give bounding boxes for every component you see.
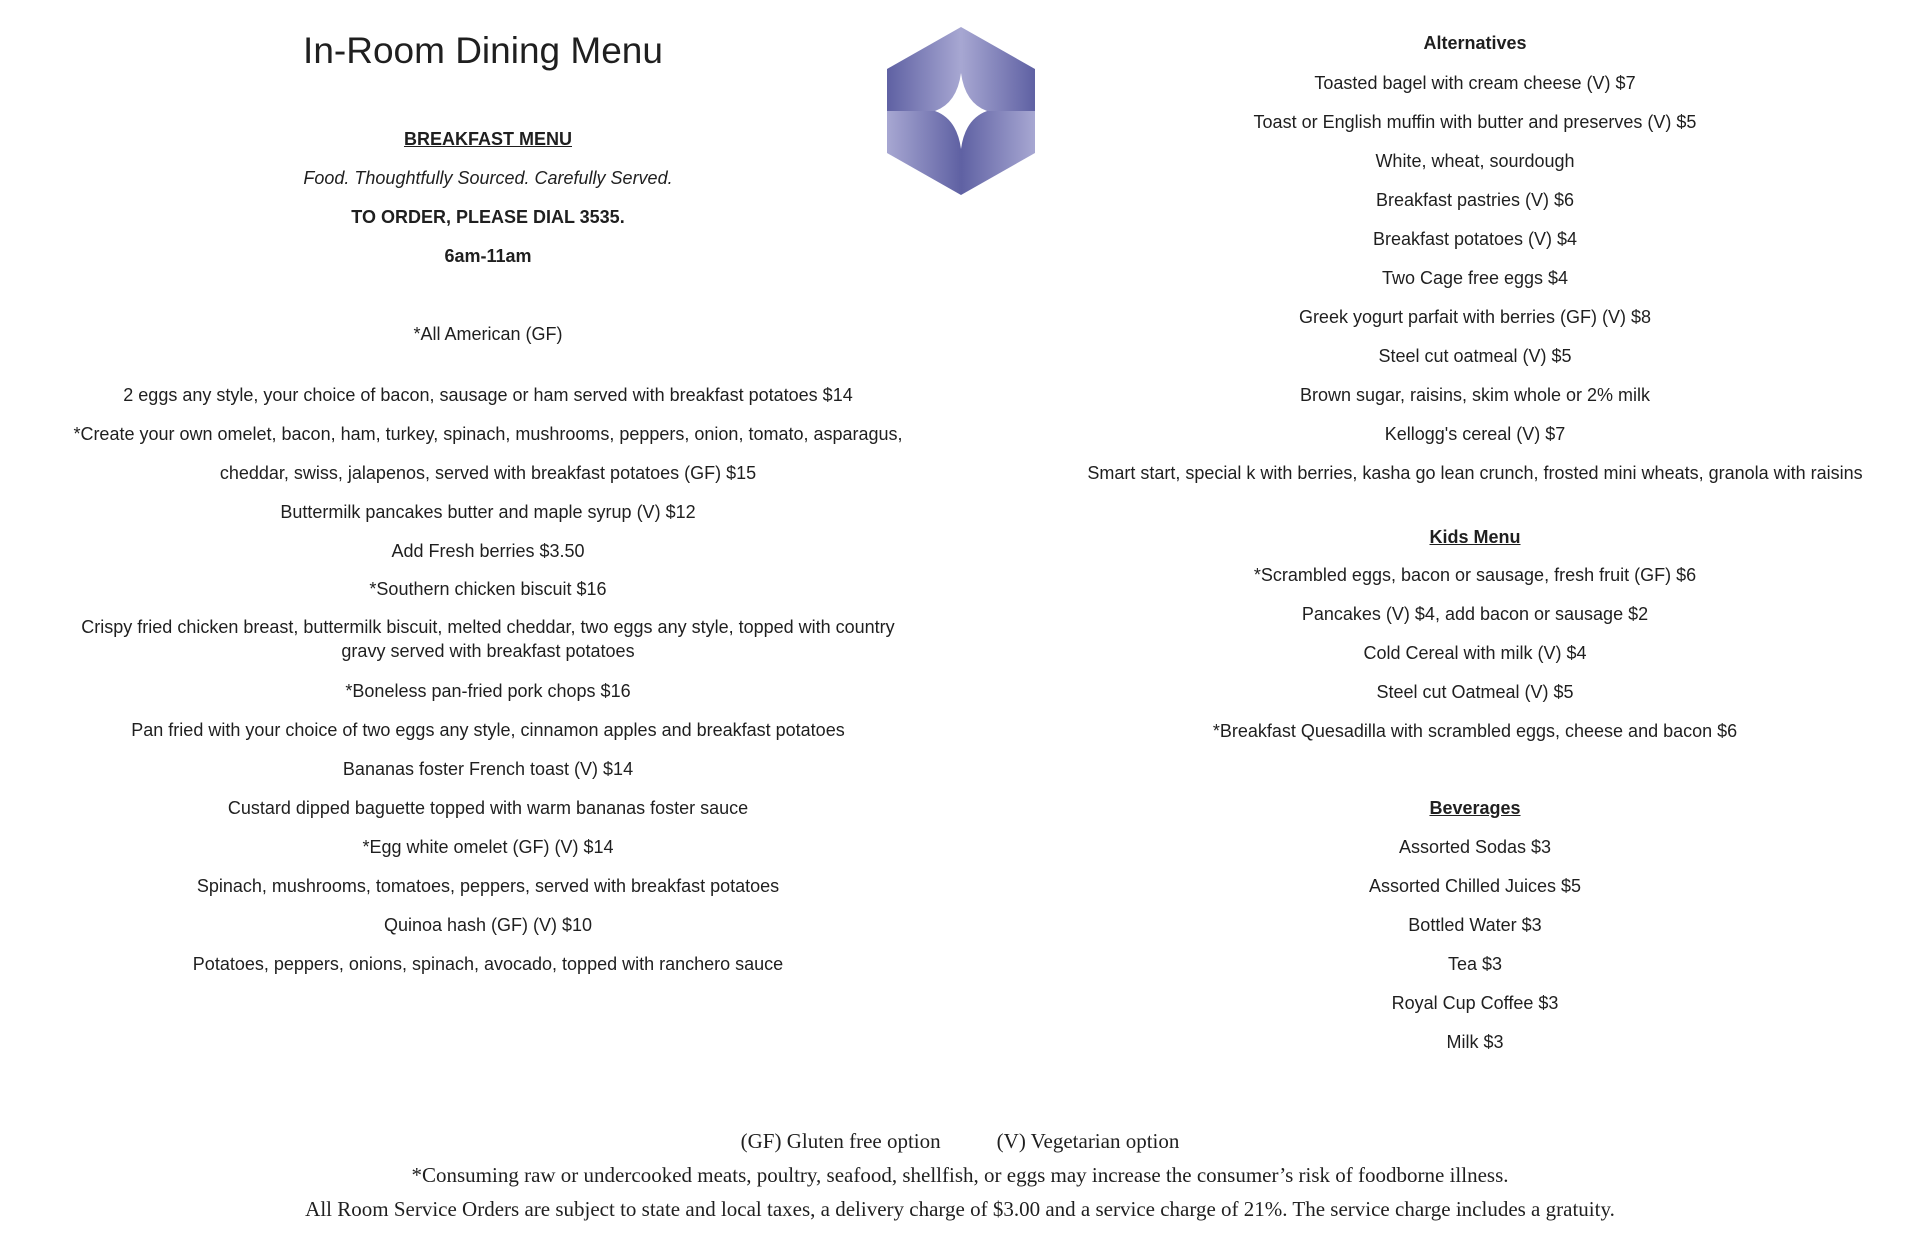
menu-item-description: cheddar, swiss, jalapenos, served with breakfast potatoes (GF) $15 — [219, 463, 757, 483]
menu-item: *Egg white omelet (GF) (V) $14 — [362, 837, 614, 857]
page-title: In-Room Dining Menu — [303, 30, 663, 71]
menu-item: *Boneless pan-fried pork chops $16 — [345, 681, 631, 701]
legend-gluten-free: (GF) Gluten free option — [740, 1129, 941, 1153]
kids-item: Cold Cereal with milk (V) $4 — [1363, 643, 1587, 663]
legend-vegetarian: (V) Vegetarian option — [996, 1129, 1180, 1153]
alternatives-heading: Alternatives — [1423, 33, 1527, 53]
beverage-item: Tea $3 — [1447, 954, 1503, 974]
hours: 6am-11am — [444, 246, 532, 266]
menu-item-description: Potatoes, peppers, onions, spinach, avocado, topped with ranchero sauce — [192, 954, 784, 974]
order-info: TO ORDER, PLEASE DIAL 3535. — [351, 207, 625, 227]
beverage-item: Assorted Chilled Juices $5 — [1368, 876, 1582, 896]
alternatives-item: Steel cut oatmeal (V) $5 — [1378, 346, 1572, 366]
dietary-legend — [0, 1129, 1920, 1154]
menu-item-description: Spinach, mushrooms, tomatoes, peppers, served with breakfast potatoes — [196, 876, 780, 896]
menu-item: Quinoa hash (GF) (V) $10 — [383, 915, 593, 935]
alternatives-item: Smart start, special k with berries, kasha go lean crunch, frosted mini wheats, granola with raisins — [1087, 463, 1863, 483]
beverages-heading: Beverages — [1429, 798, 1521, 818]
beverage-item: Assorted Sodas $3 — [1398, 837, 1552, 857]
kids-item: *Breakfast Quesadilla with scrambled eggs, cheese and bacon $6 — [1212, 721, 1738, 741]
alternatives-item: Two Cage free eggs $4 — [1381, 268, 1569, 288]
menu-item-description: 2 eggs any style, your choice of bacon, sausage or ham served with breakfast potatoes $14 — [123, 385, 853, 405]
menu-item-description: Custard dipped baguette topped with warm bananas foster sauce — [227, 798, 749, 818]
menu-item-addon: Add Fresh berries $3.50 — [391, 541, 585, 561]
menu-item: Bananas foster French toast (V) $14 — [342, 759, 634, 779]
foodborne-warning: *Consuming raw or undercooked meats, poultry, seafood, shellfish, or eggs may increase the consumer’s risk of foodborne illness. — [411, 1163, 1509, 1187]
menu-item: Buttermilk pancakes butter and maple syrup (V) $12 — [280, 502, 696, 522]
alternatives-item: Greek yogurt parfait with berries (GF) (V) $8 — [1298, 307, 1652, 327]
menu-item: *All American (GF) — [413, 324, 563, 344]
breakfast-heading: BREAKFAST MENU — [403, 129, 572, 149]
kids-item: *Scrambled eggs, bacon or sausage, fresh fruit (GF) $6 — [1253, 565, 1697, 585]
beverage-item: Milk $3 — [1446, 1032, 1504, 1052]
alternatives-item: Breakfast potatoes (V) $4 — [1372, 229, 1578, 249]
tagline: Food. Thoughtfully Sourced. Carefully Served. — [303, 168, 673, 188]
kids-item: Pancakes (V) $4, add bacon or sausage $2 — [1301, 604, 1649, 624]
kids-heading: Kids Menu — [1429, 527, 1521, 547]
alternatives-item: Kellogg's cereal (V) $7 — [1384, 424, 1566, 444]
menu-item-description: Crispy fried chicken breast, buttermilk biscuit, melted cheddar, two eggs any style, topped with country gravy served with breakfast potatoes — [81, 617, 895, 661]
alternatives-item: Toasted bagel with cream cheese (V) $7 — [1314, 73, 1636, 93]
kids-item: Steel cut Oatmeal (V) $5 — [1376, 682, 1574, 702]
menu-item: *Create your own omelet, bacon, ham, turkey, spinach, mushrooms, peppers, onion, tomato, asparagus, — [73, 424, 903, 444]
beverage-item: Bottled Water $3 — [1408, 915, 1542, 935]
menu-item: *Southern chicken biscuit $16 — [369, 579, 607, 599]
alternatives-item: Breakfast pastries (V) $6 — [1375, 190, 1575, 210]
alternatives-item: Brown sugar, raisins, skim whole or 2% milk — [1299, 385, 1651, 405]
beverage-item: Royal Cup Coffee $3 — [1391, 993, 1559, 1013]
alternatives-item: White, wheat, sourdough — [1375, 151, 1575, 171]
menu-item-description: Pan fried with your choice of two eggs any style, cinnamon apples and breakfast potatoes — [131, 720, 845, 740]
service-charges-note: All Room Service Orders are subject to state and local taxes, a delivery charge of $3.00 and a service charge of 21%. The service charge includes a gratuity. — [305, 1197, 1615, 1221]
alternatives-item: Toast or English muffin with butter and preserves (V) $5 — [1253, 112, 1697, 132]
